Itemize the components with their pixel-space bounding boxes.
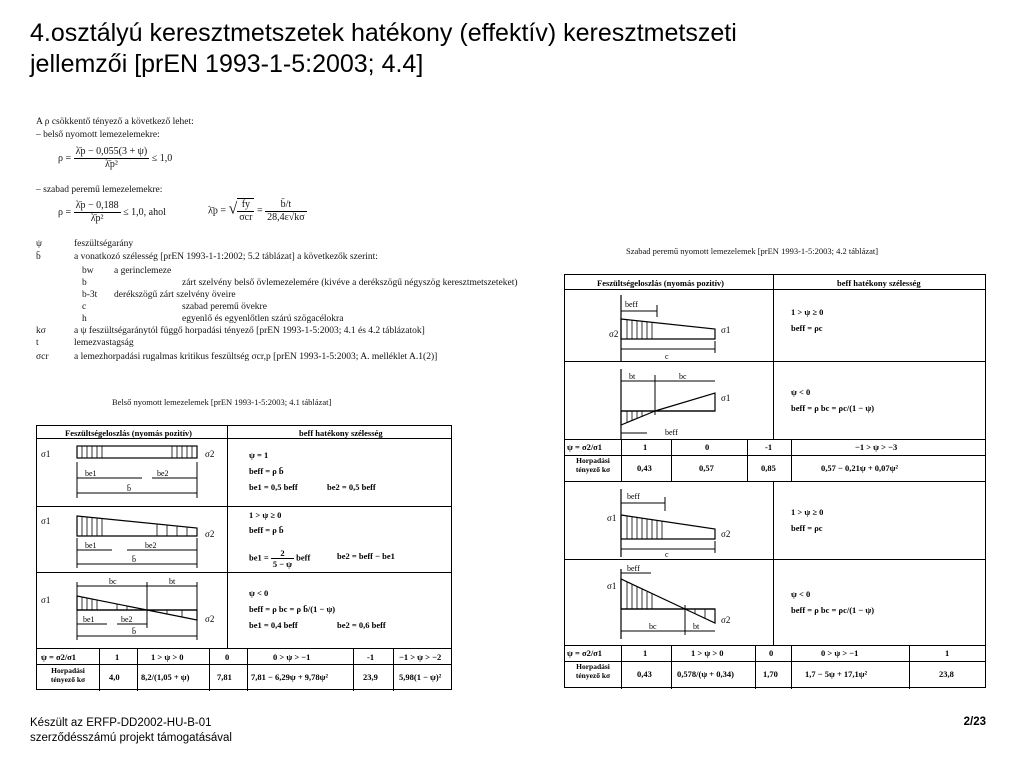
- table2: [564, 274, 986, 688]
- formula-rhs: ≤ 1,0, ahol: [123, 206, 166, 218]
- divider: [791, 439, 792, 481]
- sigma1-label: σ1: [607, 513, 617, 523]
- divider: [671, 439, 672, 481]
- t2-r1-cond: 1 > ψ ≥ 0: [791, 307, 824, 317]
- beff-label: beff: [625, 300, 638, 309]
- t2-k-value: 0,43: [637, 669, 652, 679]
- divider: [671, 645, 672, 689]
- def-text: szabad peremű övekre: [182, 302, 267, 312]
- def-symbol: h: [82, 314, 87, 324]
- c-label: c: [665, 352, 669, 361]
- divider: [99, 648, 100, 691]
- t2-k-value: 0,57 − 0,21ψ + 0,07ψ²: [821, 463, 899, 473]
- divider: [791, 645, 792, 689]
- def-symbol: ψ: [36, 239, 42, 249]
- divider: [621, 645, 622, 689]
- t2-r4-beff: beff = ρ bc = ρc/(1 − ψ): [791, 605, 875, 615]
- t2-k-label: Horpadási tényező kσ: [575, 662, 611, 680]
- outstand-elements-text: – szabad peremű lemezelemekre:: [36, 185, 163, 195]
- t2-k-value: 0,43: [637, 463, 652, 473]
- divider: [565, 661, 985, 662]
- def-symbol: b-3t: [82, 290, 98, 300]
- formula-numerator: λ̄p − 0,188: [75, 200, 119, 211]
- t2-psi-value: 1 > ψ > 0: [691, 648, 724, 658]
- t1-k-value: 8,2/(1,05 + ψ): [141, 672, 190, 682]
- slide-title-line1: 4.osztályú keresztmetszetek hatékony (effektív) keresztmetszeti: [30, 19, 737, 47]
- t1-k-label: Horpadási tényező kσ: [50, 666, 86, 684]
- t1-r2-be2: be2 = beff − be1: [337, 551, 395, 561]
- divider: [565, 645, 985, 646]
- def-symbol: b: [82, 278, 87, 288]
- be2-label: be2: [157, 469, 169, 478]
- formula-lhs: ρ =: [58, 152, 72, 164]
- sigma1-label: σ1: [607, 581, 617, 591]
- t2-psi-value: 1: [643, 648, 648, 658]
- t1-k-value: 7,81: [217, 672, 232, 682]
- be1-tail: beff: [296, 552, 311, 563]
- formula-numerator-2: b̄/t: [265, 199, 307, 212]
- divider: [773, 275, 774, 439]
- t2-k-value: 23,8: [939, 669, 954, 679]
- t1-psi-value: −1 > ψ > −2: [399, 652, 442, 662]
- def-text: lemezvastagság: [74, 338, 134, 348]
- t2-k-value: 0,57: [699, 463, 714, 473]
- t2-psi-value: -1: [765, 442, 773, 452]
- t1-psi-value: 0: [225, 652, 230, 662]
- formula-denominator: σcr: [239, 212, 253, 223]
- def-symbol: t: [36, 338, 39, 348]
- table2-head-left: Feszültségeloszlás (nyomás pozitív): [597, 278, 725, 288]
- t1-r3-beff: beff = ρ bc = ρ b̄/(1 − ψ): [249, 604, 336, 614]
- t1-k-value: 7,81 − 6,29ψ + 9,78ψ²: [251, 672, 329, 682]
- def-text: zárt szelvény belső övlemezelemére (kivéve a derékszögű négyszög keresztmetszeteket): [182, 278, 518, 288]
- t1-r1-cond: ψ = 1: [249, 450, 269, 460]
- sigma1-label: σ1: [721, 393, 731, 403]
- table1: [36, 425, 452, 690]
- def-text: egyenlő és egyenlőtlen szárú szögacélokra: [182, 314, 344, 324]
- def-text: derékszögű zárt szelvény öveire: [114, 290, 236, 300]
- formula-denominator: λ̄p²: [90, 213, 104, 224]
- sigma2-label: σ2: [721, 615, 731, 625]
- t2-r3-cond: 1 > ψ ≥ 0: [791, 507, 824, 517]
- t2-r4-cond: ψ < 0: [791, 589, 811, 599]
- t1-r3-be2: be2 = 0,6 beff: [337, 620, 386, 630]
- formula-eq: =: [256, 205, 263, 217]
- be1-label: be1: [85, 541, 97, 550]
- def-text: a gerinclemeze: [114, 266, 172, 276]
- formula-rho-outstand: [58, 200, 166, 225]
- t1-psi-label: ψ = σ2/σ1: [41, 652, 77, 662]
- bt-label: bt: [629, 372, 636, 381]
- table1-head-left: Feszültségeloszlás (nyomás pozitív): [65, 428, 193, 438]
- t1-r2-be1: [249, 548, 310, 569]
- bt-label: bt: [169, 577, 176, 586]
- bt-label: bt: [693, 622, 700, 631]
- sigma2-label: σ2: [609, 329, 619, 339]
- t1-r1-beff: beff = ρ b̄: [249, 466, 284, 476]
- fraction-denominator: 5 − ψ: [272, 559, 293, 569]
- bc-label: bc: [679, 372, 687, 381]
- page-number: 2/23: [963, 716, 986, 728]
- t2-r2-cond: ψ < 0: [791, 387, 811, 397]
- divider: [247, 648, 248, 691]
- t2-psi-value: 1: [945, 648, 950, 658]
- bc-label: bc: [649, 622, 657, 631]
- diagram-outstand-4: [621, 569, 715, 639]
- t1-r1-be2: be2 = 0,5 beff: [327, 482, 376, 492]
- formula-denominator-2: 28,4ε√kσ: [267, 211, 305, 223]
- formula-numerator: fy: [237, 199, 254, 212]
- t1-r2-cond: 1 > ψ ≥ 0: [249, 510, 282, 520]
- t2-psi-label: ψ = σ2/σ1: [567, 442, 603, 452]
- t2-r1-beff: beff = ρc: [791, 323, 823, 333]
- table1-title: Belső nyomott lemezelemek [prEN 1993-1-5:2003; 4.1 táblázat]: [112, 397, 332, 407]
- formula-rho-inner: [58, 146, 172, 171]
- table2-title: Szabad peremű nyomott lemezelemek [prEN 1993-1-5:2003; 4.2 táblázat]: [626, 246, 879, 256]
- formula-numerator: λ̄p − 0,055(3 + ψ): [75, 146, 148, 157]
- b-label: b̄: [132, 627, 136, 636]
- formula-rhs: ≤ 1,0: [151, 152, 173, 164]
- t2-psi-value: −1 > ψ > −3: [855, 442, 898, 452]
- divider: [747, 439, 748, 481]
- t2-psi-value: 0: [705, 442, 710, 452]
- t1-r1-be1: be1 = 0,5 beff: [249, 482, 298, 492]
- divider: [755, 645, 756, 689]
- formula-lhs: ρ =: [58, 206, 72, 218]
- def-symbol: c: [82, 302, 87, 312]
- def-symbol: kσ: [36, 326, 46, 336]
- t1-r3-cond: ψ < 0: [249, 588, 269, 598]
- t1-r3-be1: be1 = 0,4 beff: [249, 620, 298, 630]
- beff-label: beff: [665, 428, 678, 437]
- beff-label: beff: [627, 492, 640, 501]
- def-symbol: b̄: [36, 252, 41, 262]
- footer-line1: Készült az ERFP-DD2002-HU-B-01: [30, 717, 212, 729]
- diagram-tension: [77, 582, 197, 640]
- be1-label: be1: [83, 615, 95, 624]
- footer-line2: szerződésszámú projekt támogatásával: [30, 732, 232, 744]
- t1-r2-beff: beff = ρ b̄: [249, 525, 284, 535]
- b-label: b̄: [127, 484, 131, 493]
- t1-psi-value: 1: [115, 652, 120, 662]
- table2-head-right: beff hatékony szélesség: [837, 278, 921, 288]
- t2-psi-value: 0: [769, 648, 774, 658]
- t2-k-label: Horpadási tényező kσ: [575, 456, 611, 474]
- b-label: b̄: [132, 555, 136, 564]
- be1-label: be1: [85, 469, 97, 478]
- formula-lhs: λ̄p =: [208, 205, 226, 217]
- be1-lhs: be1 =: [249, 552, 269, 563]
- sigma1-label: σ1: [41, 516, 51, 526]
- t2-psi-value: 0 > ψ > −1: [821, 648, 859, 658]
- inner-elements-text: – belső nyomott lemezelemekre:: [36, 130, 160, 140]
- beff-label: beff: [627, 564, 640, 573]
- def-symbol: σcr: [36, 352, 49, 362]
- t2-k-value: 0,578/(ψ + 0,34): [677, 669, 734, 679]
- def-text: feszültségarány: [74, 239, 134, 249]
- def-text: a lemezhorpadási rugalmas kritikus feszültség σcr,p [prEN 1993-1-5:2003; A. melléklet A.1(2)]: [74, 352, 438, 362]
- divider: [137, 648, 138, 691]
- t2-k-value: 0,85: [761, 463, 776, 473]
- formula-denominator: λ̄p²: [104, 159, 118, 170]
- t1-k-value: 23,9: [363, 672, 378, 682]
- def-symbol: bw: [82, 266, 94, 276]
- t2-k-value: 1,70: [763, 669, 778, 679]
- divider: [773, 481, 774, 645]
- t1-k-value: 4,0: [109, 672, 120, 682]
- table1-head-right: beff hatékony szélesség: [299, 428, 383, 438]
- t1-psi-value: 1 > ψ > 0: [151, 652, 184, 662]
- slide-title: [30, 18, 990, 80]
- def-text: a vonatkozó szélesség [prEN 1993-1-1:2002; 5.2 táblázat] a következők szerint:: [74, 252, 378, 262]
- be2-label: be2: [145, 541, 157, 550]
- slide-title-line2: jellemzői [prEN 1993-1-5:2003; 4.4]: [30, 50, 424, 78]
- t2-r2-beff: beff = ρ bc = ρc/(1 − ψ): [791, 403, 875, 413]
- def-text: a ψ feszültségaránytól függő horpadási tényező [prEN 1993-1-5:2003; 4.1 és 4.2 táblázatok]: [74, 326, 425, 336]
- formula-lambda: λ̄p = √ $\frac{fy}{\text{σcr}}$ = $\frac{b̄/t}{28,4\varepsilon√k\sigma}$: [208, 198, 305, 223]
- t1-k-value: 5,98(1 − ψ)²: [399, 672, 442, 682]
- divider: [353, 648, 354, 691]
- be2-label: be2: [121, 615, 133, 624]
- sigma2-label: σ2: [721, 529, 731, 539]
- table1-stress-diagrams: [37, 438, 227, 648]
- divider: [909, 645, 910, 689]
- sigma1-label: σ1: [41, 449, 51, 459]
- divider: [621, 439, 622, 481]
- sigma1-label: σ1: [41, 595, 51, 605]
- t1-psi-value: 0 > ψ > −1: [273, 652, 311, 662]
- divider: [227, 426, 228, 648]
- intro-text: A ρ csökkentő tényező a következő lehet:: [36, 117, 194, 127]
- t1-psi-value: -1: [367, 652, 375, 662]
- fraction-numerator: 2: [271, 548, 294, 559]
- t2-psi-value: 1: [643, 442, 648, 452]
- c-label: c: [665, 550, 669, 559]
- sigma2-label: σ2: [205, 529, 215, 539]
- sigma2-label: σ2: [205, 614, 215, 624]
- bc-label: bc: [109, 577, 117, 586]
- t2-k-value: 1,7 − 5ψ + 17,1ψ²: [805, 669, 868, 679]
- t2-psi-label: ψ = σ2/σ1: [567, 648, 603, 658]
- divider: [209, 648, 210, 691]
- divider: [393, 648, 394, 691]
- t2-r3-beff: beff = ρc: [791, 523, 823, 533]
- footer-credit: [30, 716, 232, 746]
- sigma2-label: σ2: [205, 449, 215, 459]
- sigma1-label: σ1: [721, 325, 731, 335]
